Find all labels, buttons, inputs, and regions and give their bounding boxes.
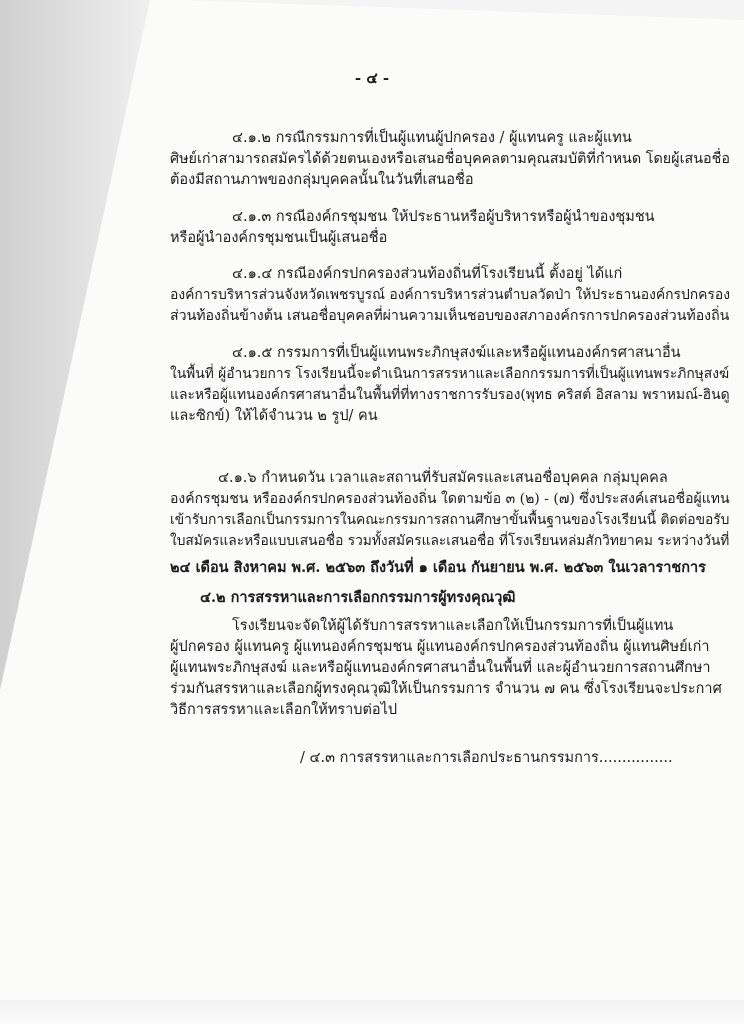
- section-heading: ๔.๒ การสรรหาและการเลือกกรรมการผู้ทรงคุณวุฒิ: [200, 589, 516, 606]
- page-number: - ๔ -: [354, 69, 390, 87]
- text-line: ผู้แทนพระภิกษุสงฆ์ และหรือผู้แทนองค์กรศาสนาอื่นในพื้นที่ และผู้อำนวยการสถานศึกษา: [170, 660, 711, 676]
- text-line: หรือผู้นำองค์กรชุมชนเป็นผู้เสนอชื่อ: [170, 230, 388, 246]
- text-line: ร่วมกันสรรหาและเลือกผู้ทรงคุณวุฒิให้เป็นกรรมการ จำนวน ๗ คน ซึ่งโรงเรียนจะประกาศ: [170, 681, 722, 697]
- text-line: เข้ารับการเลือกเป็นกรรมการในคณะกรรมการสถานศึกษาขั้นพื้นฐานของโรงเรียนนี้ ติดต่อขอรับ: [170, 512, 730, 528]
- text-line: ใบสมัครและหรือแบบเสนอชื่อ รวมทั้งสมัครและเสนอชื่อ ที่โรงเรียนหล่มสักวิทยาคม ระหว่างวันที่: [170, 533, 730, 549]
- text-line: ๔.๑.๓ กรณีองค์กรชุมชน ให้ประธานหรือผู้บริหารหรือผู้นำของชุมชน: [232, 209, 655, 225]
- text-line: ในพื้นที่ ผู้อำนวยการ โรงเรียนนี้จะดำเนินการสรรหาและเลือกกรรมการที่เป็นผู้แทนพระภิกษุสงฆ์: [170, 366, 730, 382]
- continuation-line: / ๔.๓ การสรรหาและการเลือกประธานกรรมการ................: [300, 750, 673, 766]
- text-line: โรงเรียนจะจัดให้ผู้ได้รับการสรรหาและเลือกให้เป็นกรรมการที่เป็นผู้แทน: [232, 618, 674, 634]
- text-line: องค์กรชุมชน หรือองค์กรปกครองส่วนท้องถิ่น ใดตามข้อ ๓ (๒) - (๗) ซึ่งประสงค์เสนอชื่อผู้แทน: [170, 491, 730, 507]
- text-line: องค์การบริหารส่วนจังหวัดเพชรบูรณ์ องค์การบริหารส่วนตำบลวัดป่า ให้ประธานองค์กรปกครอง: [170, 287, 730, 303]
- text-line: และหรือผู้แทนองค์กรศาสนาอื่นในพื้นที่ที่ทางราชการรับรอง(พุทธ คริสต์ อิสลาม พราหมณ์-ฮินดู: [170, 387, 730, 403]
- text-line: ส่วนท้องถิ่นข้างต้น เสนอชื่อบุคคลที่ผ่านความเห็นชอบของสภาองค์กรการปกครองส่วนท้องถิ่น: [170, 308, 730, 324]
- text-line: วิธีการสรรหาและเลือกให้ทราบต่อไป: [170, 702, 398, 718]
- text-line: ๒๔ เดือน สิงหาคม พ.ศ. ๒๕๖๓ ถึงวันที่ ๑ เดือน กันยายน พ.ศ. ๒๕๖๓ ในเวลาราชการ: [170, 559, 706, 576]
- text-line: และซิกข์) ให้ได้จำนวน ๒ รูป/ คน: [170, 408, 378, 424]
- text-line: ศิษย์เก่าสามารถสมัครได้ด้วยตนเองหรือเสนอชื่อบุคคลตามคุณสมบัติที่กำหนด โดยผู้เสนอชื่อ: [170, 151, 730, 167]
- text-line: ๔.๑.๒ กรณีกรรมการที่เป็นผู้แทนผู้ปกครอง / ผู้แทนครู และผู้แทน: [232, 130, 632, 146]
- text-line: ๔.๑.๕ กรรมการที่เป็นผู้แทนพระภิกษุสงฆ์และหรือผู้แทนองค์กรศาสนาอื่น: [232, 345, 681, 361]
- text-line: ผู้ปกครอง ผู้แทนครู ผู้แทนองค์กรชุมชน ผู้แทนองค์กรปกครองส่วนท้องถิ่น ผู้แทนศิษย์เก่า: [170, 639, 710, 655]
- text-line: ต้องมีสถานภาพของกลุ่มบุคคลนั้นในวันที่เสนอชื่อ: [170, 172, 474, 188]
- text-line: ๔.๑.๖ กำหนดวัน เวลาและสถานที่รับสมัครและเสนอชื่อบุคคล กลุ่มบุคคล: [218, 470, 668, 486]
- text-line: ๔.๑.๔ กรณีองค์กรปกครองส่วนท้องถิ่นที่โรงเรียนนี้ ตั้งอยู่ ได้แก่: [232, 266, 623, 282]
